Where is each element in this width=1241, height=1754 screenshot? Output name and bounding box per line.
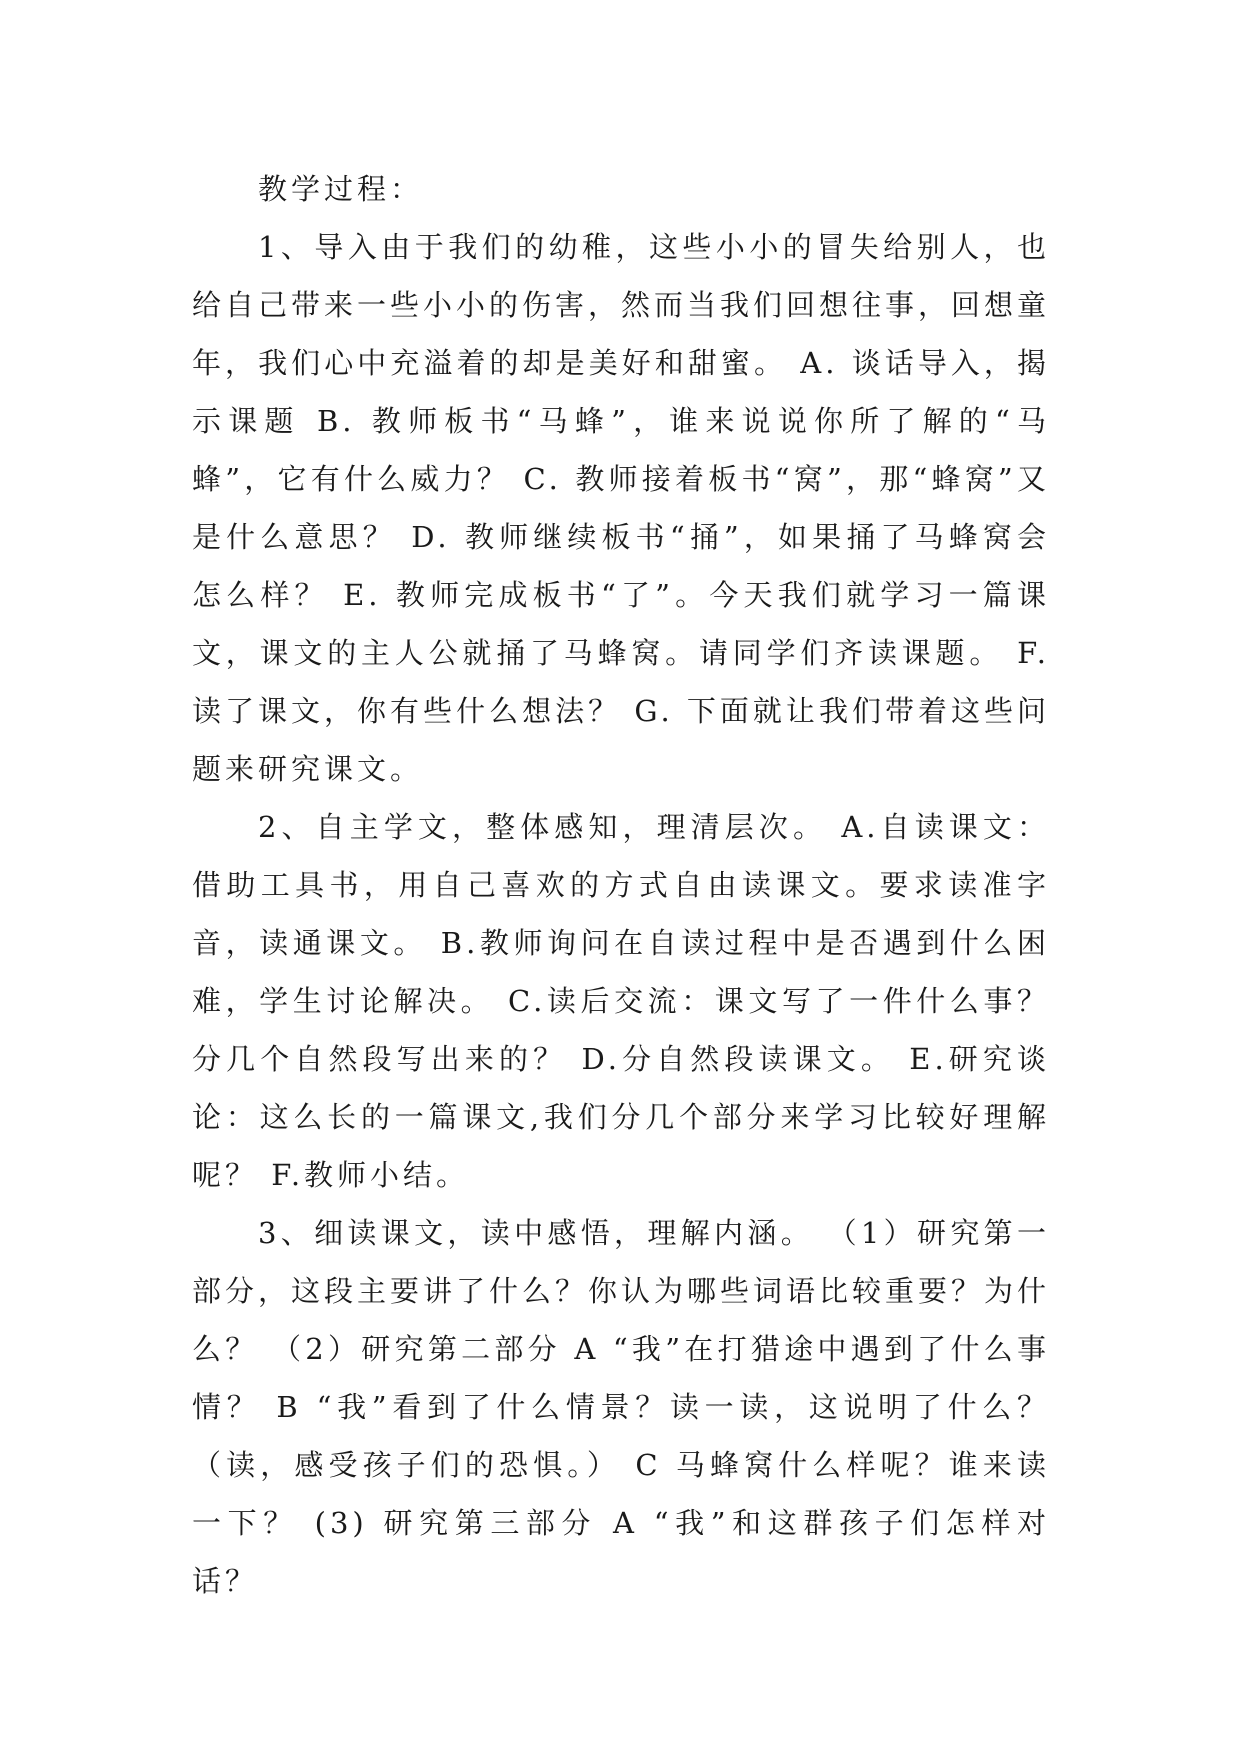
paragraph-1: 1、导入由于我们的幼稚，这些小小的冒失给别人，也给自己带来一些小小的伤害，然而当我们回想往事，回想童年，我们心中充溢着的却是美好和甜蜜。 A. 谈话导入，揭示课题 B. 教师板书“马蜂”，谁来说说你所了解的“马蜂”，它有什么威力？ C. 教师接着板书“窝”，那“蜂窝”又是什么意思？ D. 教师继续板书“捅”，如果捅了马蜂窝会怎么样？ E. 教师完成板书“了”。今天我们就学习一篇课文，课文的主人公就捅了马蜂窝。请同学们齐读课题。 F. 读了课文，你有些什么想法？ G. 下面就让我们带着这些问题来研究课文。 (192, 230, 1051, 786)
section-heading: 教学过程： (258, 172, 424, 206)
document-body (192, 160, 1050, 1610)
paragraph-2: 2、自主学文，整体感知，理清层次。 A.自读课文：借助工具书，用自己喜欢的方式自由读课文。要求读准字音，读通课文。 B.教师询问在自读过程中是否遇到什么困难，学生讨论解决。 C.读后交流：课文写了一件什么事？分几个自然段写出来的？ D.分自然段读课文。 E.研究谈论：这么长的一篇课文,我们分几个部分来学习比较好理解呢？ F.教师小结。 (192, 810, 1050, 1192)
paragraph-3: 3、细读课文，读中感悟，理解内涵。 （1）研究第一部分，这段主要讲了什么？你认为哪些词语比较重要？为什么？ （2）研究第二部分 A “我”在打猎途中遇到了什么事情？ B “我”看到了什么情景？读一读，这说明了什么？（读，感受孩子们的恐惧。） C 马蜂窝什么样呢？谁来读一下？ (3) 研究第三部分 A “我”和这群孩子们怎样对话？ (192, 1216, 1051, 1598)
